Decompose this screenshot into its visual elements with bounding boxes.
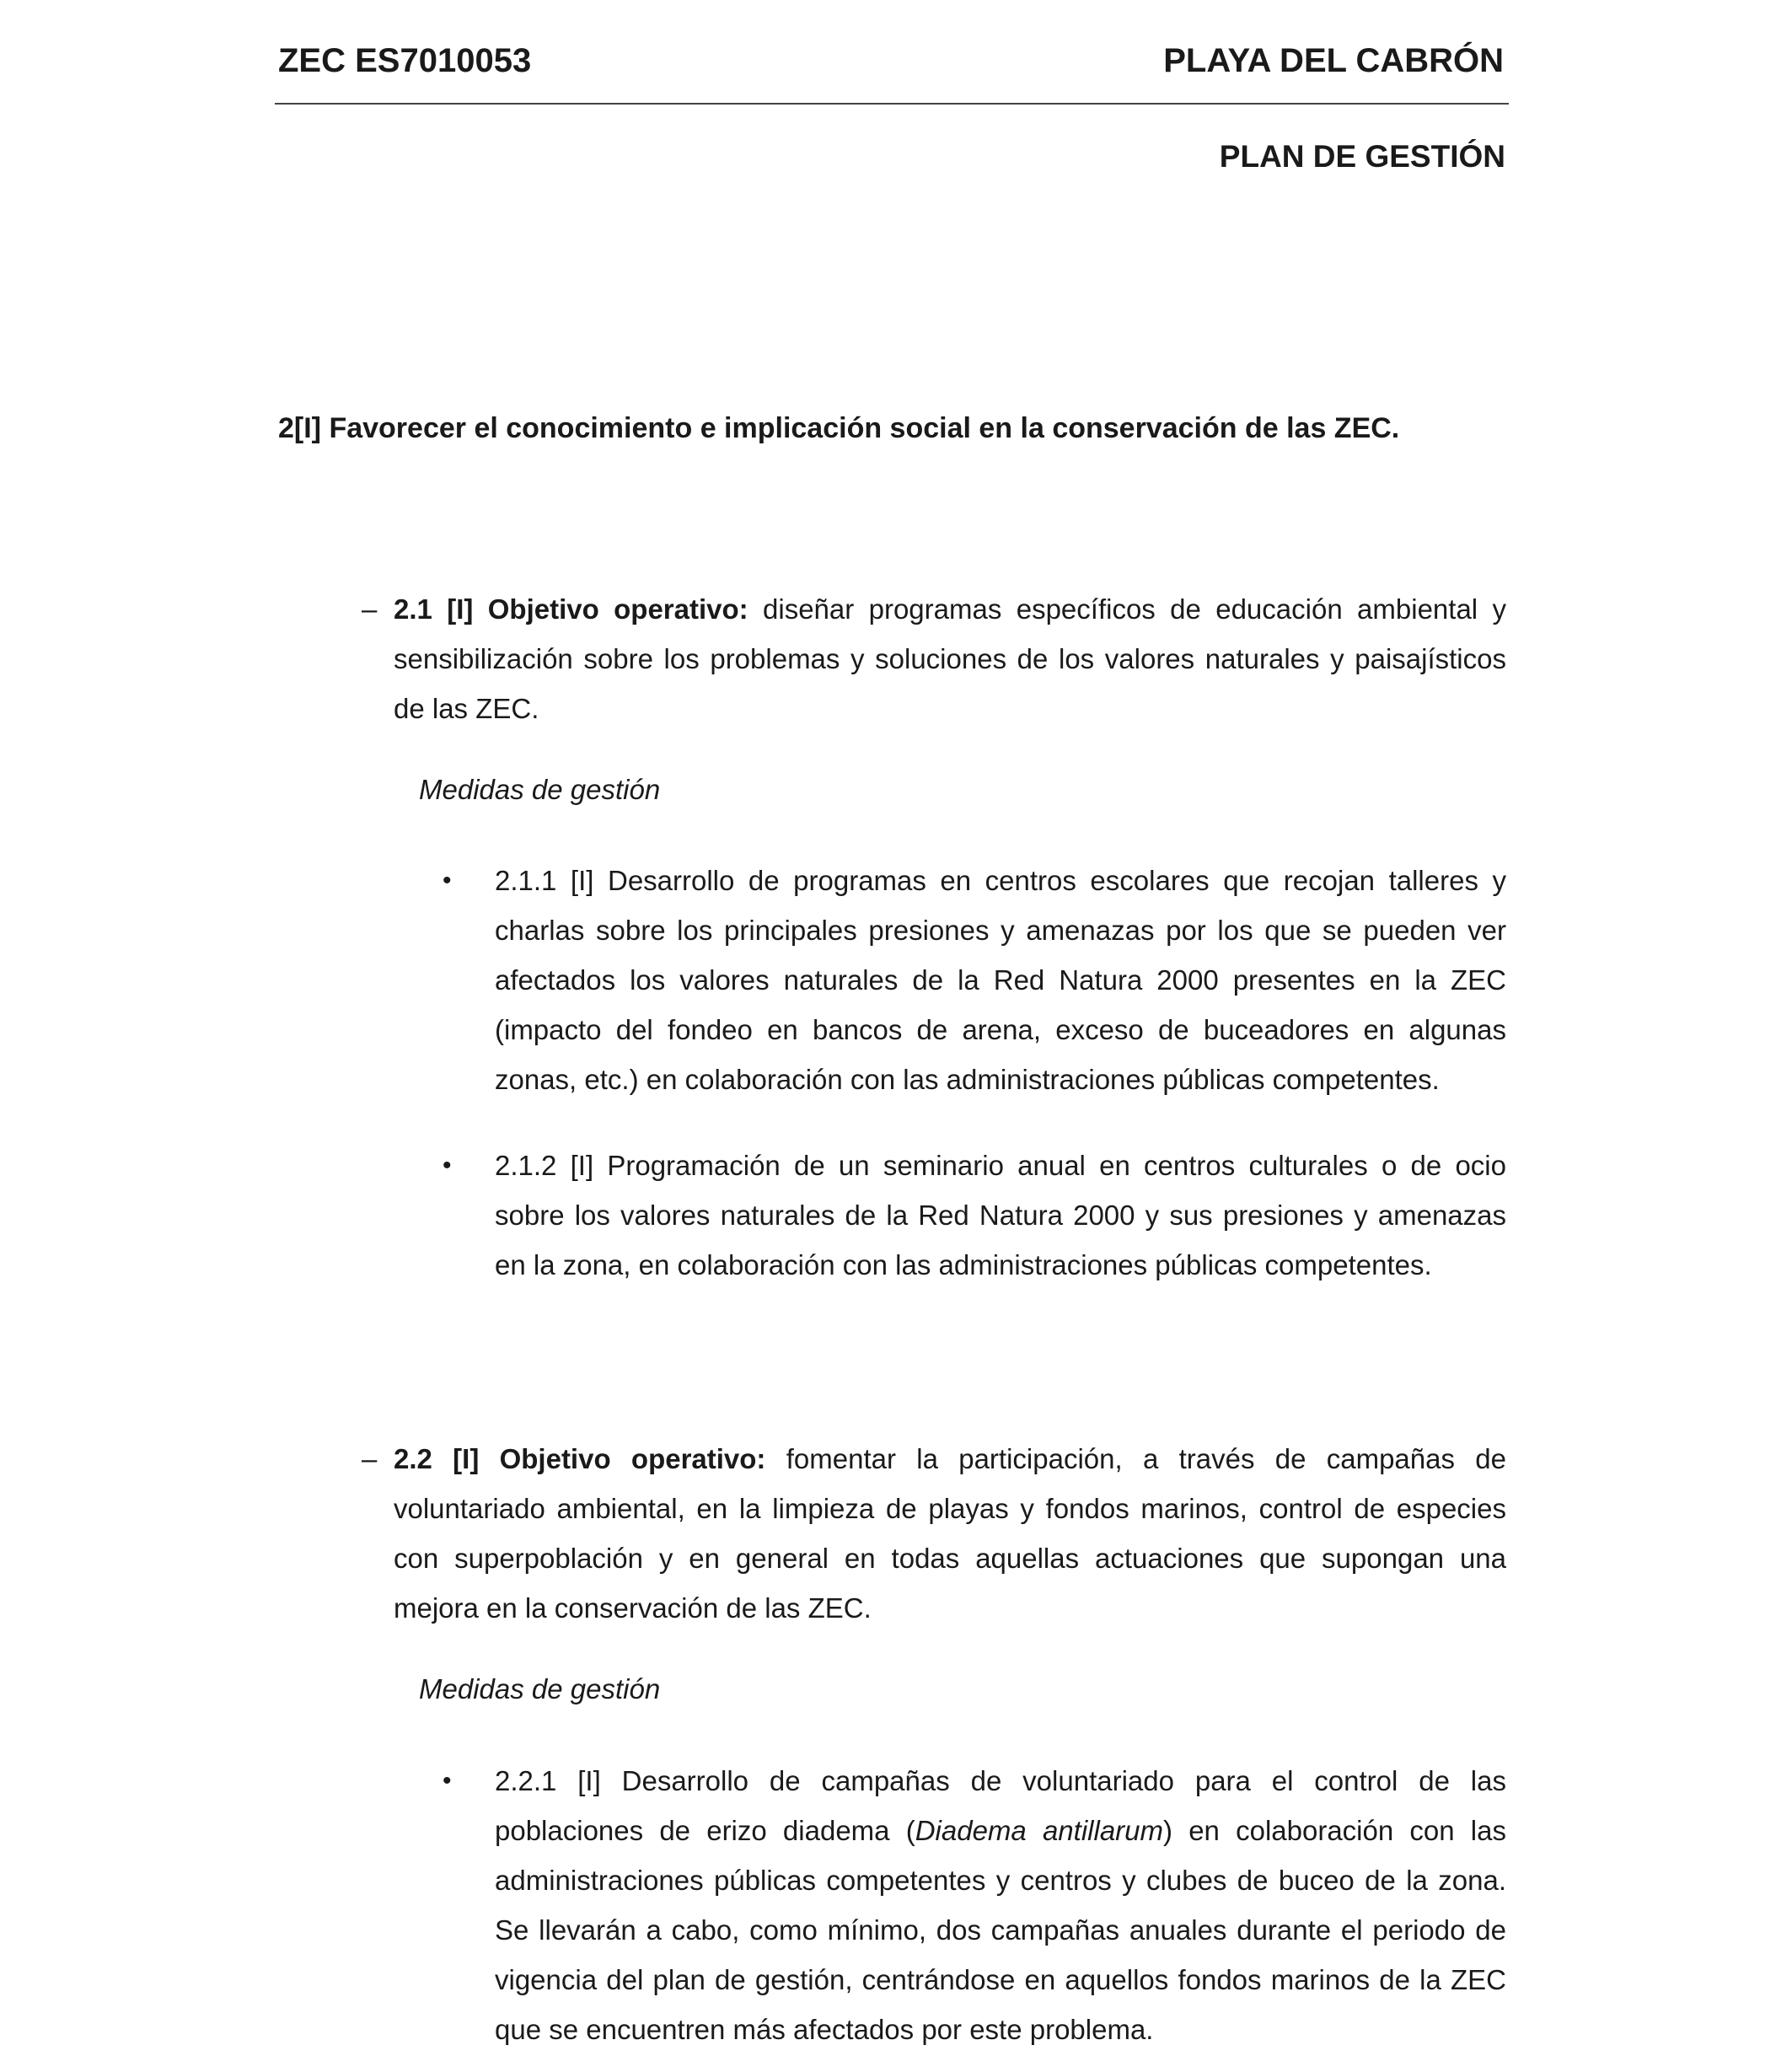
measure-text: 2.2.1 [I] Desarrollo de campañas de voluntariado para el control de las poblaciones de erizo diadema ( xyxy=(495,1765,1506,1846)
objective-2-1 xyxy=(362,584,1506,733)
objective-text: diseñar programas específicos de educación ambiental y sensibilización sobre los problemas y soluciones de los valores naturales y paisajísticos de las ZEC. xyxy=(394,593,1506,724)
measure-text: 2.1.1 [I] Desarrollo de programas en centros escolares que recojan talleres y charlas sobre los principales presiones y amenazas por los que se pueden ver afectados los valores naturales de la Red Natura 2000 presentes en la ZEC (impacto del fondeo en bancos de arena, exceso de buceadores en algunas zonas, etc.) en colaboración con las administraciones públicas competentes. xyxy=(495,865,1506,1095)
measure-text: ) en colaboración con las administraciones públicas competentes y centros y clubes de buceo de la zona. Se llevarán a cabo, como mínimo, dos campañas anuales durante el periodo de vigencia del plan de gestión, centrándose en aquellos fondos marinos de la ZEC que se encuentren más afectados por este problema. xyxy=(495,1815,1506,2045)
measure-2-2-1 xyxy=(443,1756,1506,2054)
objective-label: 2.1 [I] Objetivo operativo: xyxy=(394,593,748,625)
section-title: 2[I] Favorecer el conocimiento e implicación social en la conservación de las ZEC. xyxy=(278,412,1400,444)
measures-label: Medidas de gestión xyxy=(419,774,661,805)
measure-text: 2.1.2 [I] Programación de un seminario anual en centros culturales o de ocio sobre los valores naturales de la Red Natura 2000 y sus presiones y amenazas en la zona, en colaboración con las administraciones públicas competentes. xyxy=(495,1150,1506,1280)
dash-marker: – xyxy=(362,593,378,625)
header-site-name: PLAYA DEL CABRÓN xyxy=(1163,42,1504,79)
measures-label: Medidas de gestión xyxy=(419,1673,661,1704)
bullet-marker: • xyxy=(443,1151,452,1179)
species-name: Diadema antillarum xyxy=(915,1815,1164,1846)
header-divider xyxy=(275,103,1509,105)
bullet-marker: • xyxy=(443,1767,452,1795)
measure-2-1-2 xyxy=(443,1141,1506,1290)
page-header xyxy=(275,40,1509,81)
bullet-marker: • xyxy=(443,867,452,894)
header-site-code: ZEC ES7010053 xyxy=(278,42,532,79)
objective-text: fomentar la participación, a través de campañas de voluntariado ambiental, en la limpieza de playas y fondos marinos, control de especies con superpoblación y en general en todas aquellas actuaciones que supongan una mejora en la conservación de las ZEC. xyxy=(394,1443,1506,1624)
objective-2-2 xyxy=(362,1434,1506,1633)
measure-2-1-1 xyxy=(443,856,1506,1104)
objective-label: 2.2 [I] Objetivo operativo: xyxy=(394,1443,766,1474)
dash-marker: – xyxy=(362,1443,378,1474)
document-subtitle: PLAN DE GESTIÓN xyxy=(1219,139,1505,174)
